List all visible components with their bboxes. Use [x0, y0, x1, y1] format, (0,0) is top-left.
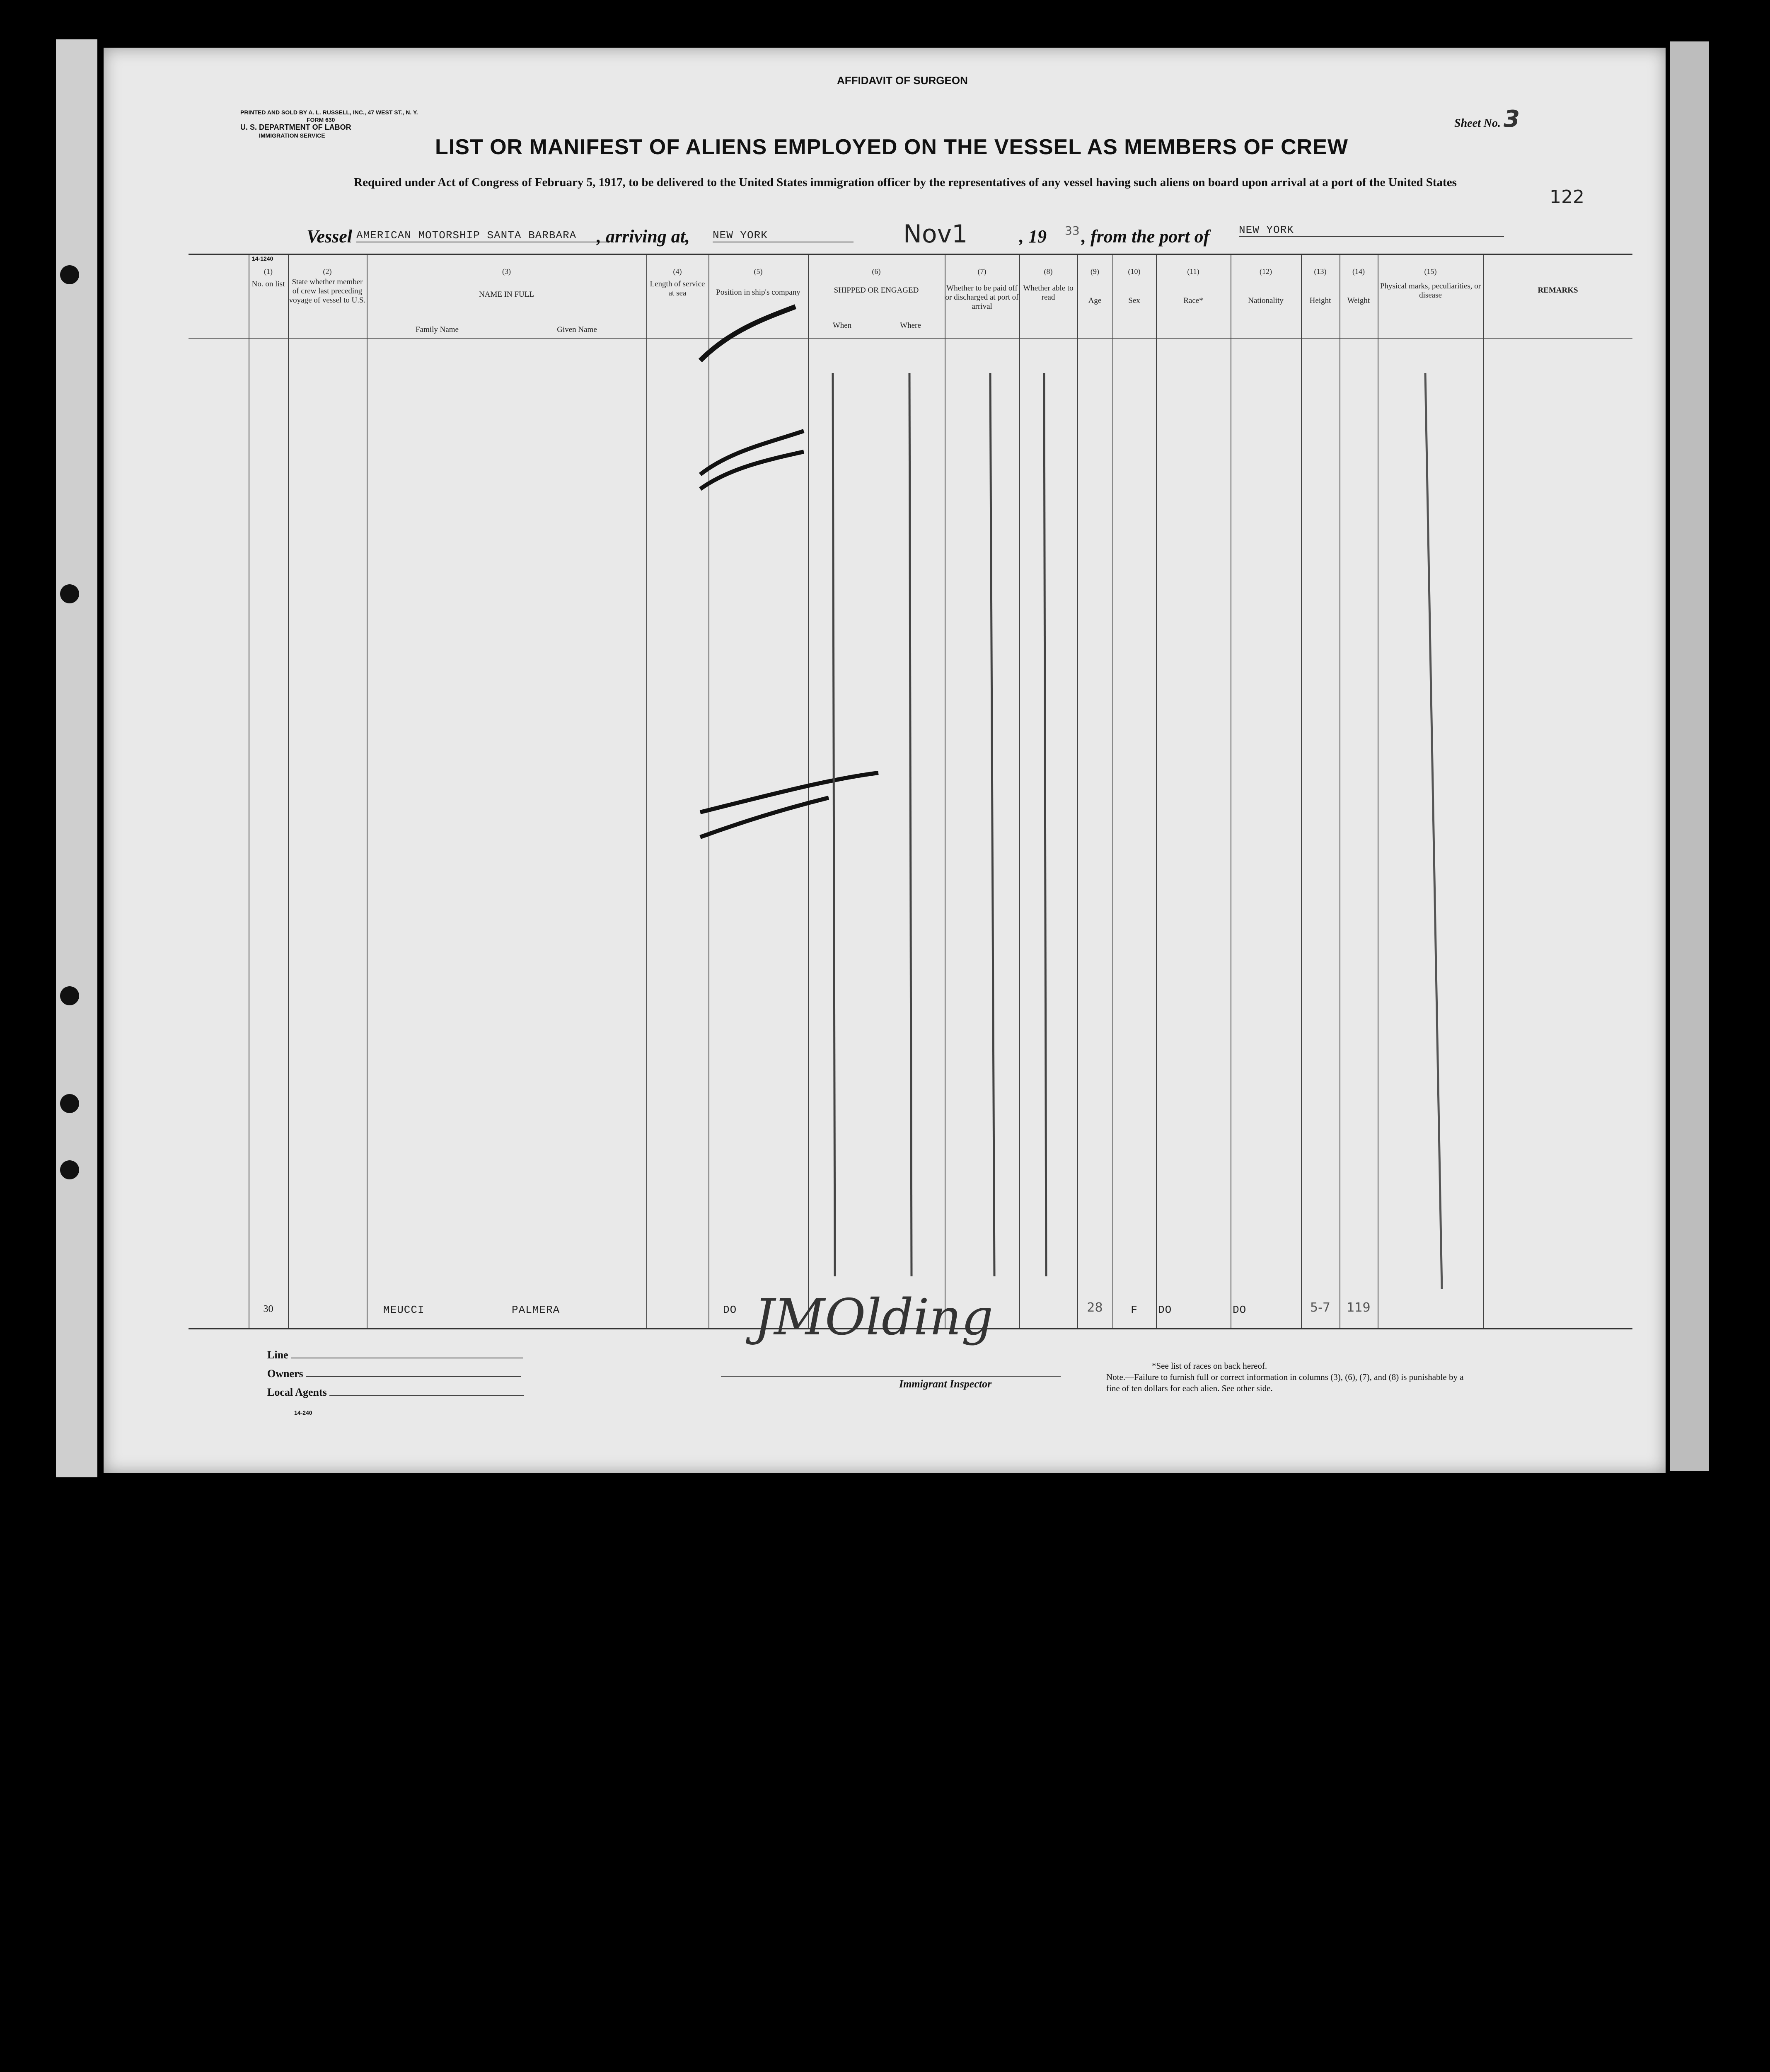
col-num-3: (3): [502, 267, 511, 276]
agents-label-text: Local Agents: [267, 1386, 327, 1398]
col-head-where: Where: [900, 321, 921, 330]
page-subtitle: Required under Act of Congress of February 5, 1917, to be delivered to the United States immigration officer by the representatives of any vessel having such aliens on board upon arrival at a port of the United States: [354, 176, 1457, 189]
height-cell: 5-7: [1310, 1300, 1330, 1315]
col-num-10: (10): [1128, 267, 1141, 276]
service-label: IMMIGRATION SERVICE: [259, 132, 325, 139]
col-head-name: NAME IN FULL: [479, 290, 534, 299]
inspector-label: Immigrant Inspector: [899, 1378, 992, 1390]
sheet-number: 3: [1504, 106, 1520, 133]
department-label: U. S. DEPARTMENT OF LABOR: [240, 123, 351, 131]
owners-label-text: Owners: [267, 1368, 303, 1380]
col-head-sex: Sex: [1128, 296, 1140, 305]
arriving-label: , arriving at,: [597, 226, 690, 247]
races-note: *See list of races on back hereof.: [1152, 1361, 1267, 1371]
inspector-line: [721, 1376, 1061, 1377]
form-number: FORM 630: [307, 116, 335, 123]
given-name-cell: PALMERA: [512, 1303, 560, 1316]
col-num-12: (12): [1260, 267, 1272, 276]
weight-cell: 119: [1347, 1300, 1371, 1315]
penalty-note: Note.—Failure to furnish full or correct information in columns (3), (6), (7), and (8) is punishable by a fine of ten dollars for each alien. See other side.: [1106, 1372, 1464, 1393]
col-num-7: (7): [977, 267, 987, 276]
footer-form-code: 14-240: [294, 1409, 312, 1416]
col-head-height: Height: [1309, 296, 1331, 305]
col-head-no: No. on list: [251, 280, 285, 288]
inspector-signature: JMOlding: [754, 1289, 994, 1346]
ditto-line: [909, 373, 912, 1276]
col-head-race: Race*: [1183, 296, 1203, 305]
col-head-read: Whether able to read: [1023, 284, 1074, 302]
col-head-age: Age: [1088, 296, 1102, 305]
arrival-date: Nov1: [903, 220, 968, 249]
check-stroke: [700, 307, 796, 361]
col-num-6: (6): [872, 267, 881, 276]
arriving-port: NEW YORK: [713, 229, 854, 242]
affidavit-label: AFFIDAVIT OF SURGEON: [837, 74, 968, 87]
col-head-remarks: REMARKS: [1538, 286, 1578, 295]
ditto-line: [1425, 373, 1442, 1289]
from-port-label: , from the port of: [1081, 226, 1210, 247]
page-title: LIST OR MANIFEST OF ALIENS EMPLOYED ON THE VESSEL AS MEMBERS OF CREW: [435, 135, 1348, 159]
agents-label: [267, 1386, 524, 1399]
vessel-label: Vessel: [307, 226, 352, 247]
check-stroke: [700, 452, 804, 489]
year-prefix: , 19: [1019, 226, 1047, 247]
col-num-9: (9): [1091, 267, 1099, 276]
ditto-line: [1044, 373, 1046, 1276]
owners-label: [267, 1368, 521, 1380]
col-num-14: (14): [1352, 267, 1365, 276]
col-num-1: (1): [264, 267, 273, 276]
sex-cell: F: [1131, 1303, 1138, 1316]
ditto-line: [833, 373, 835, 1276]
line-label-text: Line: [267, 1349, 288, 1361]
family-name-cell: MEUCCI: [383, 1303, 425, 1316]
col-num-15: (15): [1424, 267, 1437, 276]
col-num-8: (8): [1044, 267, 1053, 276]
vessel-name: AMERICAN MOTORSHIP SANTA BARBARA: [356, 229, 609, 242]
col-head-shipped: SHIPPED OR ENGAGED: [834, 286, 919, 295]
col-head-given: Given Name: [557, 325, 597, 334]
col-head-weight: Weight: [1347, 296, 1370, 305]
col-num-13: (13): [1314, 267, 1327, 276]
col-head-prev-voyage: State whether member of crew last preceding voyage of vessel to U.S.: [289, 278, 366, 305]
sheet-label: Sheet No.: [1454, 117, 1501, 130]
nationality-cell: DO: [1233, 1303, 1247, 1316]
col-head-service: Length of service at sea: [650, 280, 705, 298]
printer-line: PRINTED AND SOLD BY A. L. RUSSELL, INC., 47 WEST ST., N. Y.: [240, 109, 418, 116]
col-head-marks: Physical marks, peculiarities, or disease: [1380, 282, 1481, 300]
line-label: [267, 1349, 523, 1361]
col-head-nationality: Nationality: [1248, 296, 1284, 305]
col-head-position: Position in ship's company: [716, 288, 800, 297]
row-number-cell: 30: [263, 1303, 273, 1314]
col-head-paid-off: Whether to be paid off or discharged at port of arrival: [945, 284, 1019, 311]
race-cell: DO: [1158, 1303, 1172, 1316]
from-port: NEW YORK: [1239, 224, 1504, 237]
check-stroke: [700, 431, 804, 474]
form-code: 14-1240: [252, 255, 273, 262]
col-num-11: (11): [1187, 267, 1199, 276]
col-head-family: Family Name: [416, 325, 459, 334]
age-cell: 28: [1087, 1300, 1103, 1315]
col-num-4: (4): [673, 267, 682, 276]
col-num-5: (5): [754, 267, 763, 276]
col-num-2: (2): [323, 267, 332, 276]
check-stroke: [700, 798, 829, 837]
year-suffix: 33: [1065, 224, 1080, 237]
position-cell: DO: [723, 1303, 737, 1316]
page-number: 122: [1550, 186, 1584, 208]
col-head-when: When: [832, 321, 852, 330]
ditto-line: [990, 373, 994, 1276]
